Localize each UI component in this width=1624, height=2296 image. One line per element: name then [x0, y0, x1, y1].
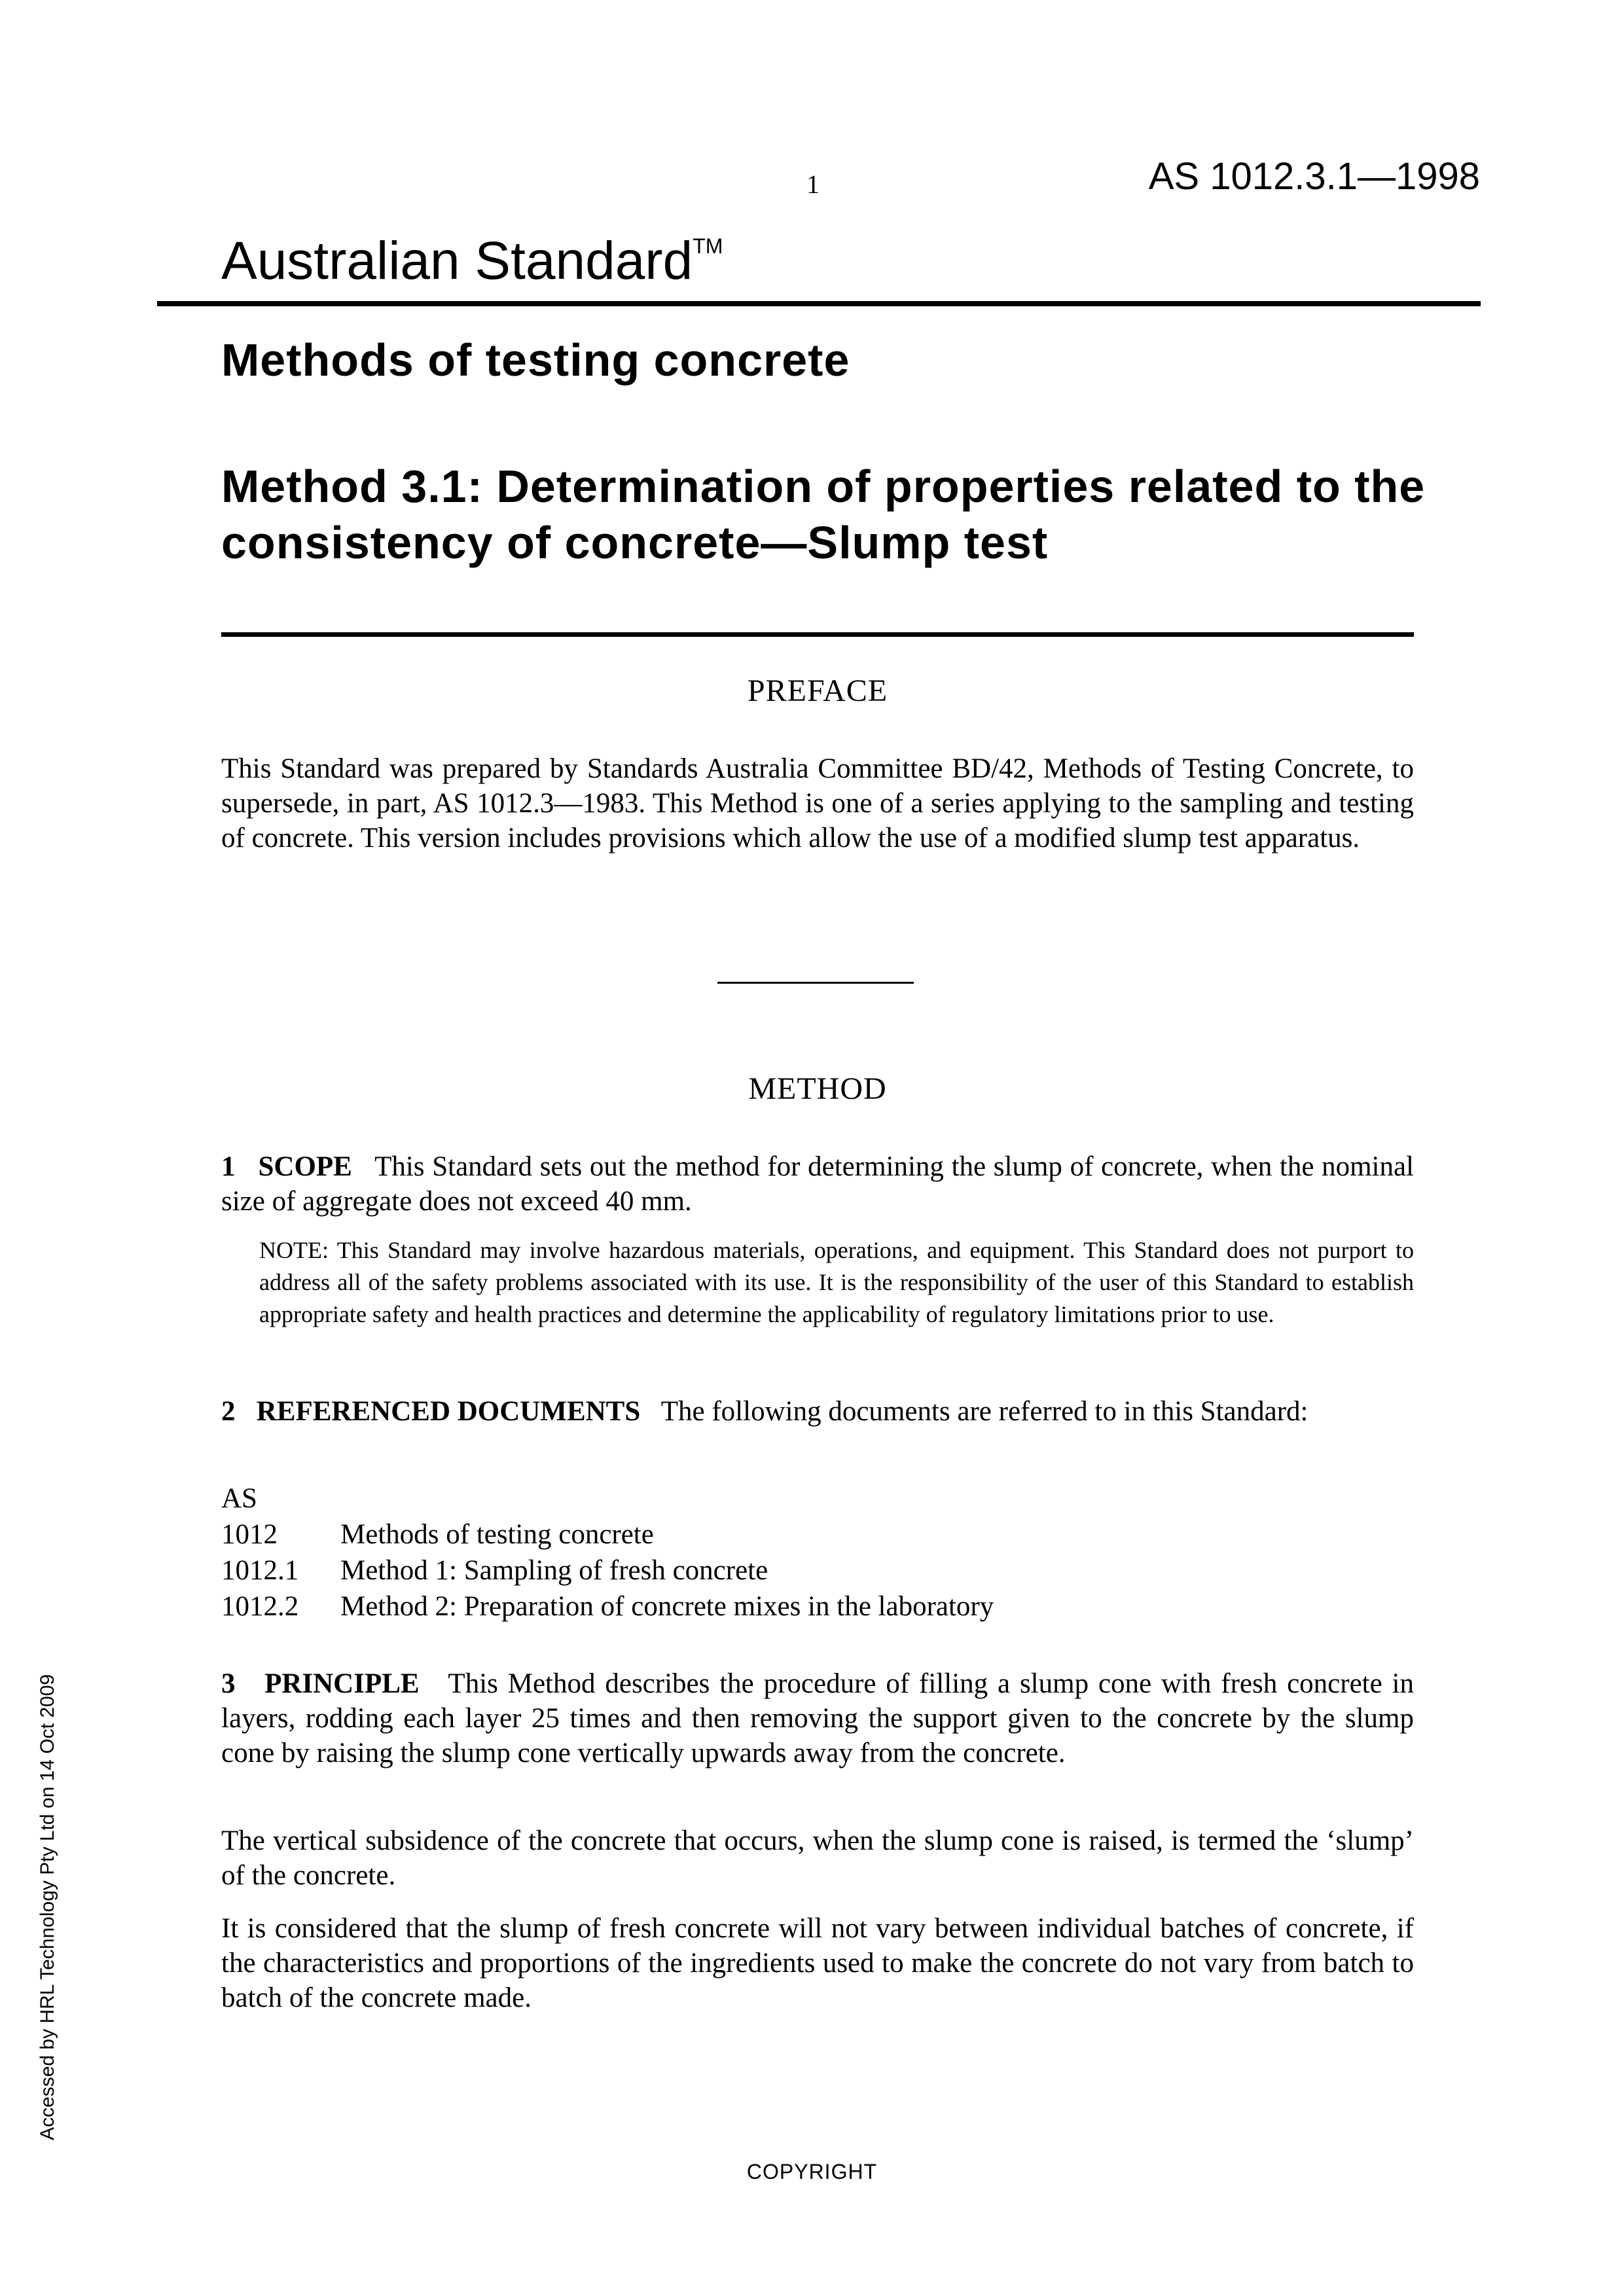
principle-text: This Method describes the procedure of filling a slump cone with fresh concrete in layers, rodding each layer 25 times and then removing the support given to the concrete by the slump cone by raising the slump cone vertically upwards away from the concrete.: [221, 1668, 1414, 1768]
references-paragraph: [221, 1394, 1414, 1429]
principle-paragraph: [221, 1666, 1414, 1770]
reference-item: [221, 1516, 1414, 1552]
scope-number: 1: [221, 1151, 236, 1182]
principle-paragraph-2: The vertical subsidence of the concrete that occurs, when the slump cone is raised, is termed the ‘slump’ of the concrete.: [221, 1825, 1414, 1891]
access-watermark: Accessed by HRL Technology Pty Ltd on 14 Oct 2009: [37, 1674, 58, 2140]
principle-title: PRINCIPLE: [264, 1668, 420, 1699]
reference-item: [221, 1588, 1414, 1624]
section-divider: [717, 982, 914, 984]
principle-paragraph-3: It is considered that the slump of fresh concrete will not vary between individual batches of concrete, if the characteristics and proportions of the ingredients used to make the concrete do not vary from batch to batch of the concrete made.: [221, 1913, 1414, 2013]
principle-number: 3: [221, 1668, 236, 1699]
scope-paragraph: [221, 1149, 1414, 1219]
method-title: Method 3.1: Determination of properties related to the consistency of concrete—Slump test: [221, 461, 1426, 568]
reference-title: Methods of testing concrete: [340, 1519, 654, 1550]
reference-list: [221, 1480, 1414, 1624]
references-text: The following documents are referred to in this Standard:: [660, 1396, 1308, 1427]
scope-text: This Standard sets out the method for determining the slump of concrete, when the nominal size of aggregate does not exceed 40 mm.: [221, 1151, 1414, 1217]
reference-title: Method 2: Preparation of concrete mixes in the laboratory: [340, 1591, 994, 1622]
series-title: Methods of testing concrete: [221, 334, 850, 386]
reference-title: Method 1: Sampling of fresh concrete: [340, 1555, 768, 1586]
preface-heading: PREFACE: [747, 673, 888, 708]
header-rule: [157, 301, 1481, 306]
reference-code: 1012.2: [221, 1591, 299, 1622]
standard-code: AS 1012.3.1—1998: [1148, 155, 1480, 198]
method-heading: METHOD: [748, 1071, 887, 1106]
brand-title: [221, 230, 723, 292]
reference-item: [221, 1552, 1414, 1588]
scope-title: SCOPE: [258, 1151, 352, 1182]
copyright-notice: COPYRIGHT: [746, 2160, 878, 2183]
references-title: REFERENCED DOCUMENTS: [256, 1396, 641, 1427]
brand-text: Australian Standard: [221, 231, 693, 291]
trademark-symbol: TM: [693, 234, 723, 258]
references-number: 2: [221, 1396, 236, 1427]
reference-prefix: AS: [221, 1483, 257, 1514]
preface-text: This Standard was prepared by Standards Australia Committee BD/42, Methods of Testing Concrete, to supersede, in part, AS 1012.3—1983. This Method is one of a series applying to the sampling and testing of concrete. This version includes provisions which allow the use of a modified slump test apparatus.: [221, 753, 1414, 853]
title-rule: [221, 632, 1414, 637]
reference-code: 1012.1: [221, 1555, 299, 1586]
reference-code: 1012: [221, 1519, 278, 1550]
page-number: 1: [806, 170, 820, 199]
scope-note: NOTE: This Standard may involve hazardous materials, operations, and equipment. This Standard does not purport to address all of the safety problems associated with its use. It is the responsibility of the user of this Standard to establish appropriate safety and health practices and determine the applicability of regulatory limitations prior to use.: [259, 1237, 1414, 1327]
